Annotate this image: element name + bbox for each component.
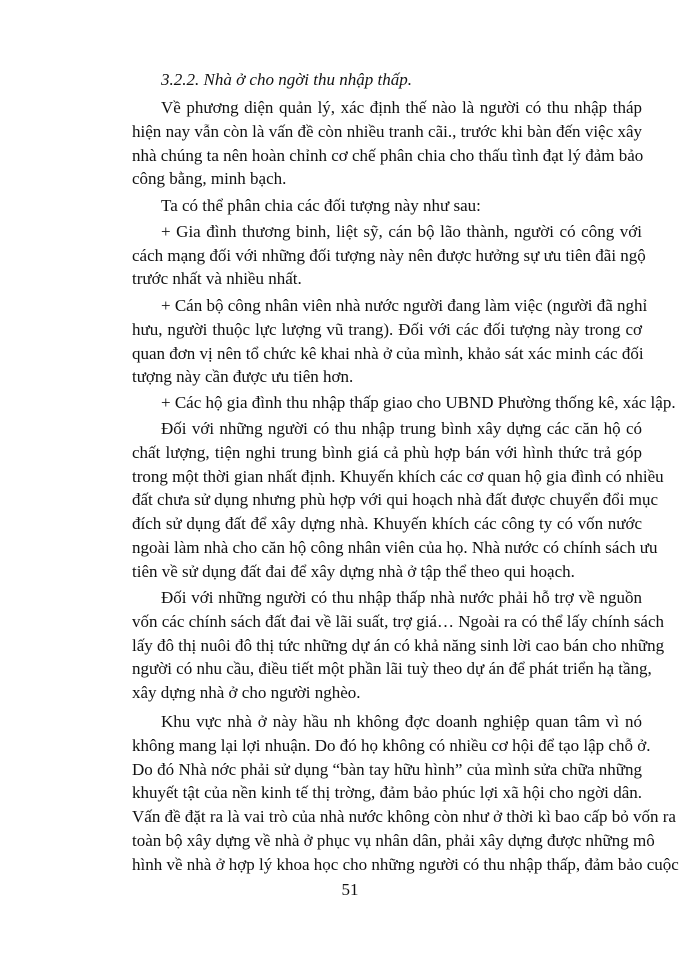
- text-line: người có nhu cầu, điều tiết một phần lãi tuỳ theo dự án để phát triển hạ tầng,: [132, 659, 652, 679]
- text-line: khuyết tật của nền kinh tế thị trờng, đảm bảo phúc lợi xã hội cho ngời dân.: [132, 783, 642, 803]
- text-line: + Gia đình thương binh, liệt sỹ, cán bộ lão thành, người có công với: [161, 222, 642, 242]
- page-number: 51: [341, 880, 359, 899]
- text-line: xây dựng nhà ở cho người nghèo.: [132, 683, 361, 703]
- text-line: tiên về sử dụng đất đai để xây dựng nhà ở tập thể theo qui hoạch.: [132, 561, 575, 581]
- text-line: vốn các chính sách đất đai về lãi suất, trợ giá… Ngoài ra có thể lấy chính sách: [132, 612, 665, 632]
- text-line: Do đó Nhà nớc phải sử dụng “bàn tay hữu hình” của mình sửa chữa những: [132, 760, 642, 780]
- text-line: Vấn đề đặt ra là vai trò của nhà nước không còn như ở thời kì bao cấp bỏ vốn ra: [132, 807, 676, 827]
- text-line: cách mạng đối với những đối tượng này nên được hưởng sự ưu tiên đãi ngộ: [132, 246, 646, 266]
- text-line: Khu vực nhà ở này hầu nh không đợc doanh nghiệp quan tâm vì nó: [161, 712, 642, 732]
- text-line: tượng này cần được ưu tiên hơn.: [132, 367, 354, 387]
- text-line: công bằng, minh bạch.: [132, 168, 287, 188]
- text-line: Ta có thể phân chia các đối tượng này như sau:: [161, 195, 481, 215]
- text-line: đất chưa sử dụng nhưng phù hợp với qui hoạch nhà đất được chuyển đổi mục: [132, 489, 659, 509]
- text-line: Đối với những người có thu nhập trung bình xây dựng các căn hộ có: [161, 418, 642, 438]
- text-line: chất lượng, tiện nghi trung bình giá cả phù hợp bán với hình thức trả góp: [132, 442, 642, 462]
- text-line: Về phương diện quản lý, xác định thế nào là người có thu nhập tháp: [161, 98, 642, 117]
- text-line: + Cán bộ công nhân viên nhà nước người đang làm việc (người đã nghỉ: [161, 295, 648, 315]
- text-line: trước nhất và nhiều nhất.: [132, 269, 302, 289]
- text-line: không mang lại lợi nhuận. Do đó họ không có nhiều cơ hội để tạo lập chỗ ở.: [132, 736, 651, 756]
- text-line: ngoài làm nhà cho căn hộ công nhân viên của họ. Nhà nước có chính sách ưu: [132, 537, 658, 557]
- text-line: đích sử dụng đất để xây dựng nhà. Khuyến khích các công ty có vốn nước: [132, 513, 642, 533]
- text-line: nhà chúng ta nên hoàn chỉnh cơ chế phân chia cho thấu tình đạt lý đảm bảo: [132, 145, 644, 165]
- text-line: toàn bộ xây dựng về nhà ở phục vụ nhân dân, phải xây dựng được những mô: [132, 831, 655, 851]
- text-line: hình về nhà ở hợp lý khoa học cho những người có thu nhập thấp, đảm bảo cuộc: [132, 855, 679, 874]
- text-line: hưu, người thuộc lực lượng vũ trang). Đối với các đối tượng này trong cơ: [132, 319, 642, 339]
- section-heading: 3.2.2. Nhà ở cho ngời thu nhập thấp.: [161, 70, 412, 89]
- text-line: lấy đô thị nuôi đô thị tức những dự án có khả năng sinh lời cao bán cho những: [132, 636, 665, 656]
- text-line: hiện nay vẫn còn là vấn đề còn nhiều tranh cãi., trước khi bàn đến việc xây: [132, 121, 642, 141]
- text-line: + Các hộ gia đình thu nhập thấp giao cho UBND Phường thống kê, xác lập.: [161, 393, 676, 413]
- text-line: Đối với những người có thu nhập thấp nhà nước phải hỗ trợ về nguồn: [161, 588, 642, 608]
- text-line: trong một thời gian nhất định. Khuyến khích các cơ quan hộ gia đình có nhiều: [132, 466, 664, 486]
- text-line: quan đơn vị nên tổ chức kê khai nhà ở của mình, khảo sát xác minh các đối: [132, 343, 644, 363]
